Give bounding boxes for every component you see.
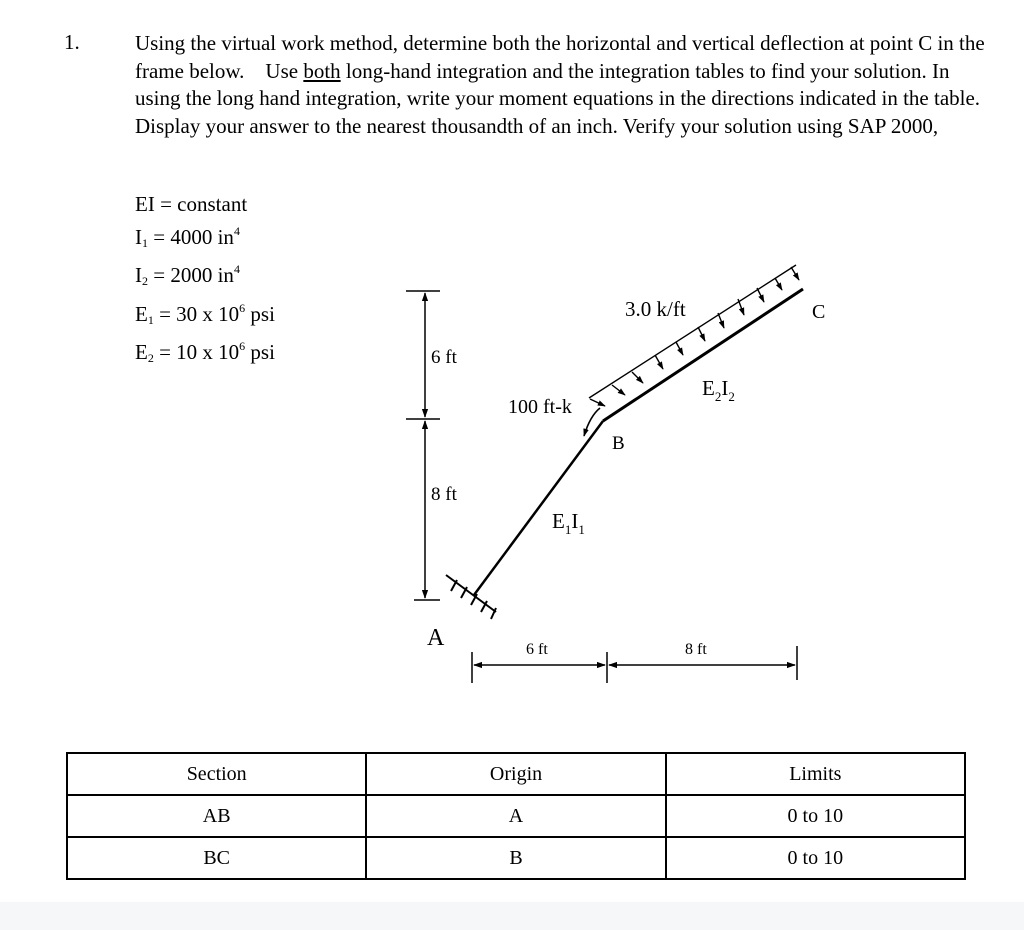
point-c-label: C [812, 301, 826, 323]
table-cell: B [366, 837, 665, 879]
problem-number: 1. [64, 30, 80, 54]
page-bottom-band [0, 902, 1024, 930]
table-row [67, 837, 965, 879]
table-cell: A [366, 795, 665, 837]
point-a-label: A [427, 625, 445, 651]
table-cell: 0 to 10 [666, 795, 965, 837]
member-bc-label: $E_2I_2$ [702, 376, 735, 404]
column-header-section: Section [67, 753, 366, 795]
point-b-label: B [612, 433, 625, 454]
property-e2: $E_2 = 10$ x $10^6$ psi [135, 339, 275, 365]
property-i1: $I_1 = 4000$ $in^4$ [135, 223, 240, 250]
moment-label: 100 ft-k [508, 396, 572, 418]
table-cell: BC [67, 837, 366, 879]
load-envelope-line [589, 265, 796, 398]
distributed-load-arrows [590, 267, 799, 406]
moment-arrow-icon [584, 408, 600, 436]
load-label: 3.0 k/ft [625, 297, 686, 321]
horizontal-dimension [472, 646, 797, 683]
dim-label-6ft-vertical: 6 ft [431, 347, 457, 368]
table-header-row [67, 753, 965, 795]
problem-emphasis: both [303, 58, 341, 83]
member-ab [474, 421, 603, 595]
moment-directions-table [66, 752, 966, 880]
member-ab-label: $E_1I_1$ [552, 509, 585, 537]
table-cell: AB [67, 795, 366, 837]
column-header-origin: Origin [366, 753, 665, 795]
property-e1: $E_1 = 30$ x $10^6$ psi [135, 300, 275, 327]
column-header-limits: Limits [666, 753, 965, 795]
problem-text-end: long-hand integration and the integration tables to find your solution. In using the long hand integration, write your moment equations in the directions indicated in the table. Display your answer to the nearest thousandth of an inch. Verify your solution using SAP 2000, [135, 58, 981, 138]
table-cell: 0 to 10 [666, 837, 965, 879]
problem-text-start: Using the virtual work method, determine both the horizontal and vertical deflection at point C in the frame below. Use [135, 31, 985, 83]
fixed-support-icon [446, 575, 496, 619]
table-row [67, 795, 965, 837]
property-i2: $I_2 = 2000$ $in^4$ [135, 262, 240, 288]
dim-label-8ft-horizontal: 8 ft [685, 641, 707, 658]
dim-label-6ft-horizontal: 6 ft [526, 641, 548, 658]
property-ei: EI = constant [135, 192, 248, 216]
vertical-dimension [406, 291, 440, 600]
dim-label-8ft-vertical: 8 ft [431, 484, 457, 505]
